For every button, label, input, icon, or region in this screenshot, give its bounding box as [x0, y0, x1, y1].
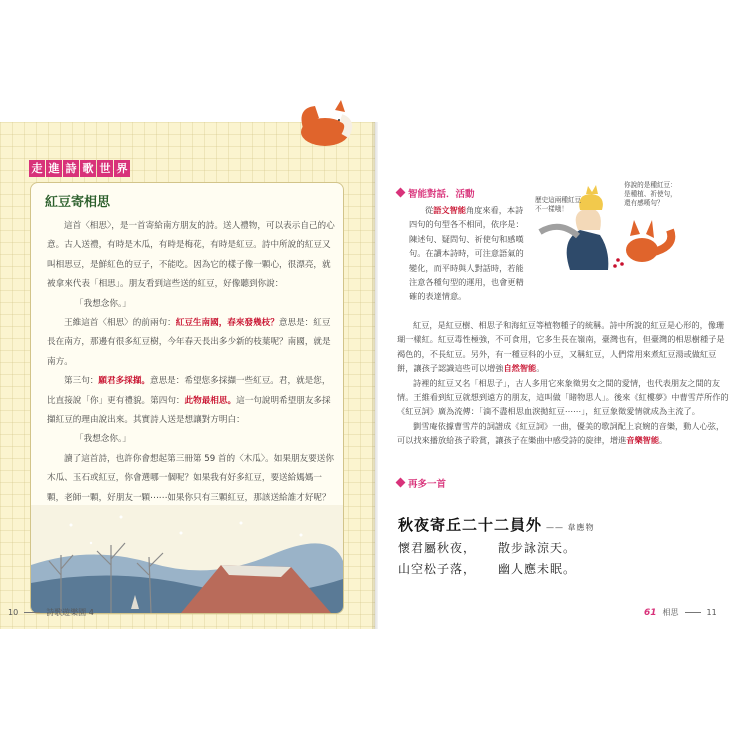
- more-poem-heading: [397, 476, 446, 490]
- verse-line-1a: 懷君屬秋夜，: [398, 541, 477, 555]
- right-page-footer: [644, 607, 717, 618]
- poem-explanation: [47, 217, 335, 508]
- body-paragraph: [47, 314, 335, 372]
- section-banner-char: 世: [97, 160, 113, 177]
- extra-poem: [398, 514, 728, 577]
- right-paragraph: [409, 203, 527, 304]
- section-banner: [29, 160, 130, 177]
- footer-dash: [24, 612, 40, 613]
- section-banner-char: 歌: [80, 160, 96, 177]
- highlight-text: 紅豆生南國，春來發幾枝？: [175, 318, 279, 329]
- section-banner-char: 詩: [63, 160, 79, 177]
- body-paragraph: [47, 372, 335, 430]
- verse-line-2a: 山空松子落，: [398, 562, 477, 576]
- paragraph-text: 從: [425, 205, 434, 215]
- paragraph-text: 這首〈相思〉，是一首寄給南方朋友的詩。送人禮物，可以表示自己的心意。古人送禮，有時是木瓜，有時是梅花，有時是紅豆。詩中所說的紅豆又叫相思豆，是鮮紅色的豆子，不能吃。因為它的樣子像一顆心，很漂亮，就被拿來代表「相思」。朋友看到這些送的紅豆，好像聽到你說：: [47, 221, 335, 290]
- poem-title: 紅豆寄相思: [45, 195, 111, 210]
- paragraph-text: 詩裡的紅豆又名「相思子」，古人多用它來象徵男女之間的愛情，也代表朋友之間的友情。王維看到紅豆就想到遠方的朋友，這叫做「睹物思人」。後來《紅樓夢》中曹雪芹所作的《紅豆詞》廣為流傳：「滴不盡相思血淚拋紅豆⋯⋯」，紅豆象徵愛情就成為主流了。: [397, 377, 729, 417]
- paragraph-text: 。: [536, 363, 545, 374]
- verse-line-1: [398, 539, 728, 556]
- body-paragraph: [47, 450, 335, 508]
- diamond-bullet-icon: [396, 188, 406, 198]
- emphasis-text: 語文智能: [433, 205, 466, 215]
- left-page-number: 10: [8, 608, 19, 617]
- winter-scene-illustration: [31, 505, 343, 613]
- verse-title-text: 秋夜寄丘二十二員外: [398, 516, 543, 534]
- activity-heading: [397, 186, 475, 200]
- quote-line: [47, 295, 335, 314]
- intelligence-para-1: [409, 203, 527, 304]
- paragraph-text: 這一句說明希望朋友多採擷紅豆的理由說出來。其實詩人送是想讓對方明白：: [47, 395, 331, 426]
- paragraph-text: 「我想念你。」: [75, 298, 131, 309]
- speech-bubble-1: 歷史這兩種紅豆不一樣哦！: [535, 196, 582, 213]
- right-page-number: 11: [706, 608, 717, 617]
- emphasis-text: 自然智能: [503, 363, 537, 374]
- section-banner-char: 進: [46, 160, 62, 177]
- book-gutter: [372, 122, 378, 629]
- verse-line-1b: 散步詠涼天。: [498, 541, 577, 555]
- highlight-text: 願君多採擷。: [98, 376, 150, 387]
- intelligence-paras: [397, 318, 729, 448]
- extra-poem-title: [398, 514, 728, 535]
- sleeping-fox-icon: [295, 98, 357, 148]
- verse-line-2b: 幽人應未眠。: [498, 562, 577, 576]
- paragraph-text: 。: [659, 435, 668, 446]
- paragraph-text: 讀了這首詩，也許你會想起第三冊第 59 首的〈木瓜〉。如果朋友要送你木瓜、玉石或紅豆，你會選哪一個呢？如果我有好多紅豆，要送給媽媽一顆，老師一顆，好朋友一顆⋯⋯如果你只有三顆紅豆，那該送給誰才好呢？: [47, 453, 334, 503]
- highlight-text: 此物最相思。: [184, 395, 237, 406]
- section-banner-char: 走: [29, 160, 45, 177]
- paragraph-text: 意思是：紅豆長在南方，那邊有很多紅豆樹，今年春天長出多少新的枝葉呢？南國，就是南方。: [47, 318, 331, 367]
- verse-author: —— 韋應物: [546, 523, 595, 532]
- quote-line: [47, 430, 335, 449]
- emphasis-text: 音樂智能: [626, 435, 660, 446]
- diamond-bullet-icon: [396, 478, 406, 488]
- paragraph-text: 第三句：: [64, 376, 99, 387]
- footer-dash: [685, 612, 701, 613]
- activity-heading-text: 智能對話．活動: [408, 189, 475, 200]
- poem-card: [30, 182, 344, 614]
- paragraph-text: 劉雪庵依據曹雪芹的詞譜成《紅豆詞》一曲，優美的歌詞配上哀婉的音樂，動人心弦，可以找來播放給孩子聆賞，讓孩子在樂曲中感受詩的旋律，增進: [397, 420, 725, 446]
- paragraph-text: 意思是：希望您多採擷一些紅豆。君，就是您，比直接說「你」更有禮貌。第四句：: [47, 376, 331, 406]
- left-page: [0, 122, 375, 629]
- body-paragraph: [47, 217, 335, 295]
- paragraph-text: 紅豆，是紅豆樹、相思子和海紅豆等植物種子的統稱。詩中所說的紅豆是心形的，像珊瑚一樣紅。紅豆毒性極強，不可食用，它多生長在嶺南，臺灣也有，但臺灣的相思樹種子是褐色的，不長紅豆。另外，有一種豆科的小豆，又稱紅豆，人們常用來煮紅豆湯或做紅豆餅，讓孩子認識這些可以增強: [397, 320, 725, 374]
- paragraph-text: 王維這首〈相思〉的前兩句：: [64, 318, 176, 329]
- more-poem-heading-text: 再多一首: [408, 479, 447, 490]
- right-paragraph: [397, 318, 729, 376]
- verse-line-2: [398, 560, 728, 577]
- right-paragraph: [397, 419, 729, 448]
- paragraph-text: 「我想念你。」: [75, 434, 131, 445]
- speech-bubble-2: 你說的是種紅豆：是種植、祈使句，還有感嘆句？: [624, 181, 677, 207]
- right-paragraph: [397, 376, 729, 419]
- page-badge: 61: [644, 607, 657, 618]
- right-page-title: 相思: [662, 608, 679, 617]
- section-banner-char: 界: [114, 160, 130, 177]
- book-title: 詩歌遊樂園 4: [46, 608, 94, 617]
- left-page-footer: [8, 607, 94, 618]
- paragraph-text: 角度來看，本詩四句的句型各不相同，依序是：陳述句、疑問句、祈使句和感嘆句。在讀本詩時，可注意語氣的變化，而平時與人對話時，若能注意各種句型的運用，也會更精確的表達情意。: [409, 205, 524, 302]
